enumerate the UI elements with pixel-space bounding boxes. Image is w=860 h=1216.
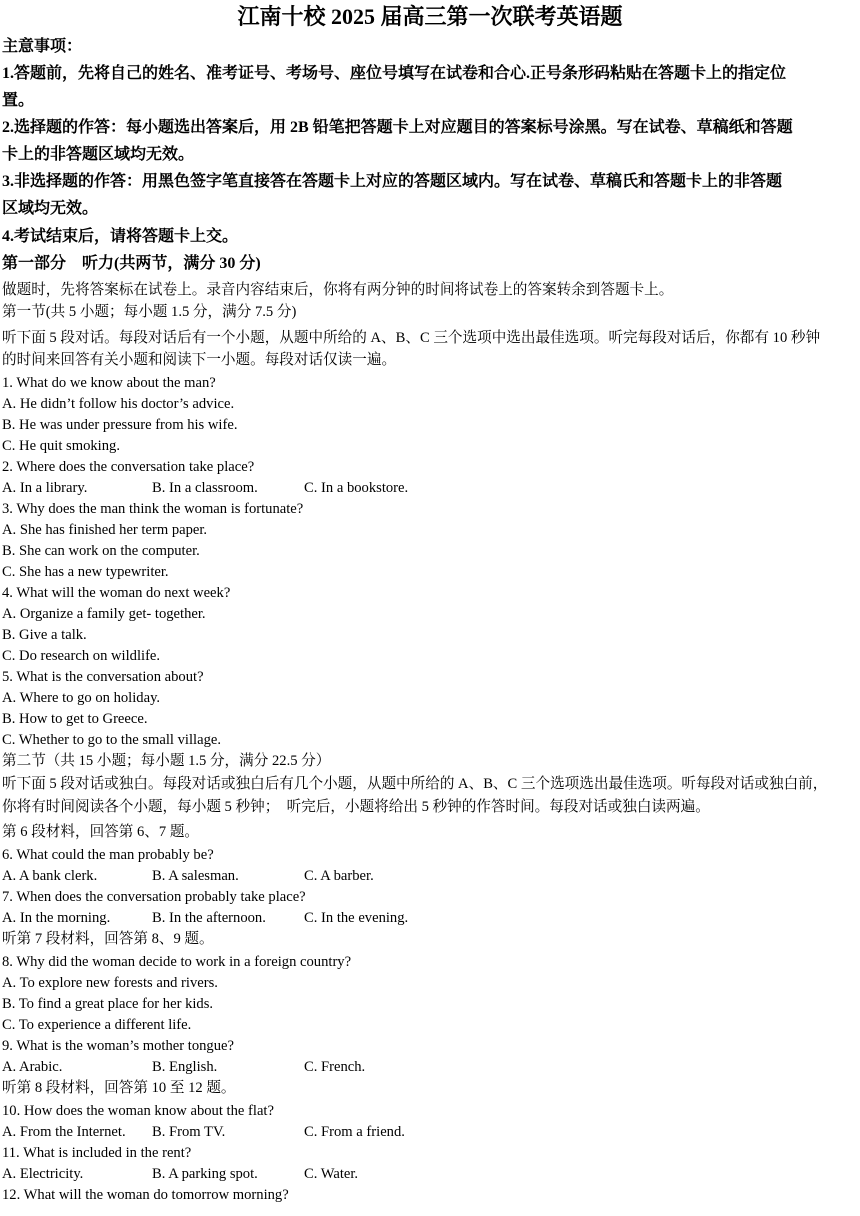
option-c: C. French. [304,1059,366,1075]
material-heading: 第 6 段材料，回答第 6、7 题。 [2,824,200,840]
option-b: B. She can work on the computer. [2,543,200,559]
notice-heading: 主意事项： [2,38,83,55]
page-title: 江南十校 2025 届高三第一次联考英语题 [237,4,623,29]
option-a: A. Arabic. [2,1059,63,1075]
option-c: C. She has a new typewriter. [2,564,169,580]
option-b: B. From TV. [152,1124,226,1140]
option-a: A. Organize a family get- together. [2,606,206,622]
question-stem: 1. What do we know about the man? [2,375,216,391]
option-c: C. Water. [304,1166,359,1182]
question-stem: 3. Why does the man think the woman is fortunate? [2,501,304,517]
option-a: A. In a library. [2,480,88,496]
option-a: A. From the Internet. [2,1124,126,1140]
question-stem: 4. What will the woman do next week? [2,585,231,601]
question-stem: 10. How does the woman know about the flat? [2,1103,274,1119]
option-b: B. Give a talk. [2,627,87,643]
notice-line: 卡上的非答题区域均无效。 [2,146,195,163]
option-b: B. In a classroom. [152,480,258,496]
option-c: C. In the evening. [304,910,409,926]
option-b: B. How to get to Greece. [2,711,148,727]
option-a: A. He didn’t follow his doctor’s advice. [2,396,235,412]
section1-heading: 第一节(共 5 小题；每小题 1.5 分，满分 7.5 分) [2,304,297,320]
question-stem: 11. What is included in the rent? [2,1145,192,1161]
option-a: A. To explore new forests and rivers. [2,975,218,991]
section2-instructions: 听下面 5 段对话或独白。每段对话或独白后有几个小题，从题中所给的 A、B、C 三个选项选出最佳选项。听每段对话或独白前， [2,776,828,792]
option-b: B. In the afternoon. [152,910,266,926]
part1-intro: 做题时，先将答案标在试卷上。录音内容结束后，你将有两分钟的时间将试卷上的答案转余到答题卡上。 [2,282,674,298]
option-b: B. English. [152,1059,218,1075]
option-b: B. A parking spot. [152,1166,258,1182]
question-stem: 9. What is the woman’s mother tongue? [2,1038,234,1054]
question-stem: 5. What is the conversation about? [2,669,204,685]
section1-instructions: 的时间来回答有关小题和阅读下一小题。每段对话仅读一遍。 [2,352,397,368]
question-stem: 6. What could the man probably be? [2,847,214,863]
section1-instructions: 听下面 5 段对话。每段对话后有一个小题，从题中所给的 A、B、C 三个选项中选出最佳选项。听完每段对话后，你都有 10 秒钟 [2,330,821,346]
option-b: B. A salesman. [152,868,239,884]
option-b: B. To find a great place for her kids. [2,996,214,1012]
question-stem: 2. Where does the conversation take place? [2,459,255,475]
question-stem: 7. When does the conversation probably take place? [2,889,306,905]
option-c: C. In a bookstore. [304,480,409,496]
option-a: A. Where to go on holiday. [2,690,161,706]
option-c: C. Do research on wildlife. [2,648,161,664]
notice-line: 3.非选择题的作答：用黑色签字笔直接答在答题卡上对应的答题区域内。写在试卷、草稿氏和答题卡上的非答题 [2,173,783,190]
notice-line: 4.考试结束后，请将答题卡上交。 [2,228,239,245]
option-c: C. He quit smoking. [2,438,120,454]
notice-line: 置。 [2,92,35,109]
option-a: A. In the morning. [2,910,111,926]
notice-line: 区域均无效。 [2,200,99,217]
option-c: C. From a friend. [304,1124,405,1140]
option-a: A. Electricity. [2,1166,84,1182]
option-a: A. She has finished her term paper. [2,522,208,538]
notice-line: 1.答题前，先将自己的姓名、准考证号、考场号、座位号填写在试卷和合心.正号条形码粘贴在答题卡上的指定位 [2,65,787,82]
part1-heading: 第一部分 听力(共两节，满分 30 分) [2,255,261,272]
material-heading: 听第 8 段材料，回答第 10 至 12 题。 [2,1080,236,1096]
option-c: C. A barber. [304,868,374,884]
option-c: C. To experience a different life. [2,1017,192,1033]
option-b: B. He was under pressure from his wife. [2,417,238,433]
question-stem: 8. Why did the woman decide to work in a foreign country? [2,954,352,970]
material-heading: 听第 7 段材料，回答第 8、9 题。 [2,931,214,947]
notice-line: 2.选择题的作答：每小题选出答案后，用 2B 铅笔把答题卡上对应题目的答案标号涂黑。写在试卷、草稿纸和答题 [2,119,793,136]
section2-heading: 第二节（共 15 小题；每小题 1.5 分，满分 22.5 分） [2,753,331,769]
section2-instructions: 你将有时间阅读各个小题，每小题 5 秒钟； 听完后，小题将给出 5 秒钟的作答时间。每段对话或独白读两遍。 [2,799,710,815]
question-stem: 12. What will the woman do tomorrow morning? [2,1187,289,1203]
option-a: A. A bank clerk. [2,868,98,884]
option-c: C. Whether to go to the small village. [2,732,221,748]
